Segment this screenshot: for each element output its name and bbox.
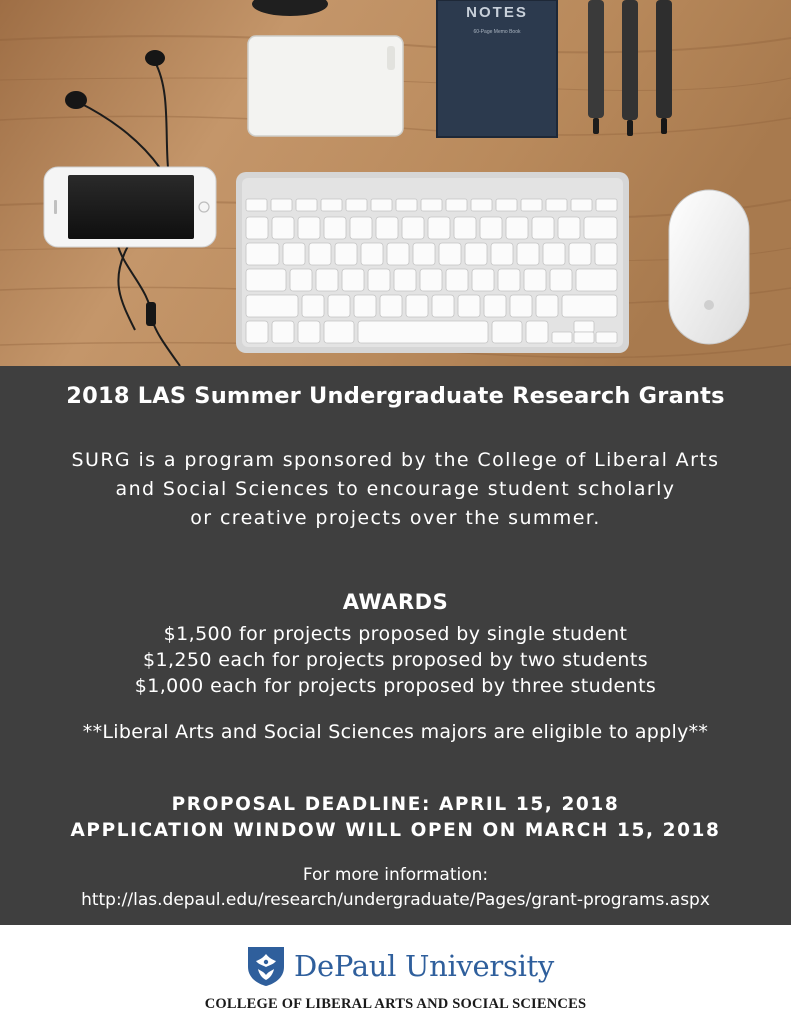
earphone-remote: [146, 302, 156, 326]
awards-heading: AWARDS: [342, 590, 449, 614]
intro-line: or creative projects over the summer.: [190, 507, 601, 529]
award-item: $1,000 each for projects proposed by three students: [134, 675, 657, 697]
hard-drive: [248, 36, 403, 136]
application-window: APPLICATION WINDOW WILL OPEN ON MARCH 15, 2018: [70, 820, 721, 841]
keyboard: [236, 172, 629, 353]
award-item: $1,250 each for projects proposed by two students: [142, 649, 648, 671]
phone: [44, 167, 216, 247]
mouse: [669, 190, 749, 344]
awards-list: [0, 621, 791, 699]
intro-line: and Social Sciences to encourage student scholarly: [115, 478, 676, 500]
proposal-deadline: PROPOSAL DEADLINE: APRIL 15, 2018: [171, 794, 620, 815]
depaul-logo: [246, 945, 554, 987]
notebook-label: NOTES: [466, 4, 528, 21]
page-title: 2018 LAS Summer Undergraduate Research Grants: [66, 383, 725, 409]
eligibility-note: **Liberal Arts and Social Sciences majors are eligible to apply**: [82, 721, 709, 743]
award-item: $1,500 for projects proposed by single student: [163, 623, 628, 645]
pens: [588, 0, 672, 136]
more-info-link[interactable]: http://las.depaul.edu/research/undergraduate/Pages/grant-programs.aspx: [81, 890, 710, 910]
intro-paragraph: [20, 446, 771, 533]
deadlines: [0, 792, 791, 844]
header-photo: [0, 0, 791, 366]
more-info-label: For more information:: [302, 865, 489, 885]
info-panel: [0, 366, 791, 925]
earbud-left: [145, 50, 165, 66]
college-name: COLLEGE OF LIBERAL ARTS AND SOCIAL SCIENCES: [204, 996, 587, 1012]
notebook: [437, 0, 557, 137]
intro-line: SURG is a program sponsored by the College of Liberal Arts: [71, 449, 720, 471]
footer: [0, 925, 791, 1024]
notebook-subtext: 60-Page Memo Book: [473, 29, 521, 35]
shield-icon: [246, 945, 286, 987]
logo-wordmark: DePaul University: [294, 948, 554, 983]
more-info: [0, 863, 791, 913]
earbud-right: [65, 91, 87, 109]
